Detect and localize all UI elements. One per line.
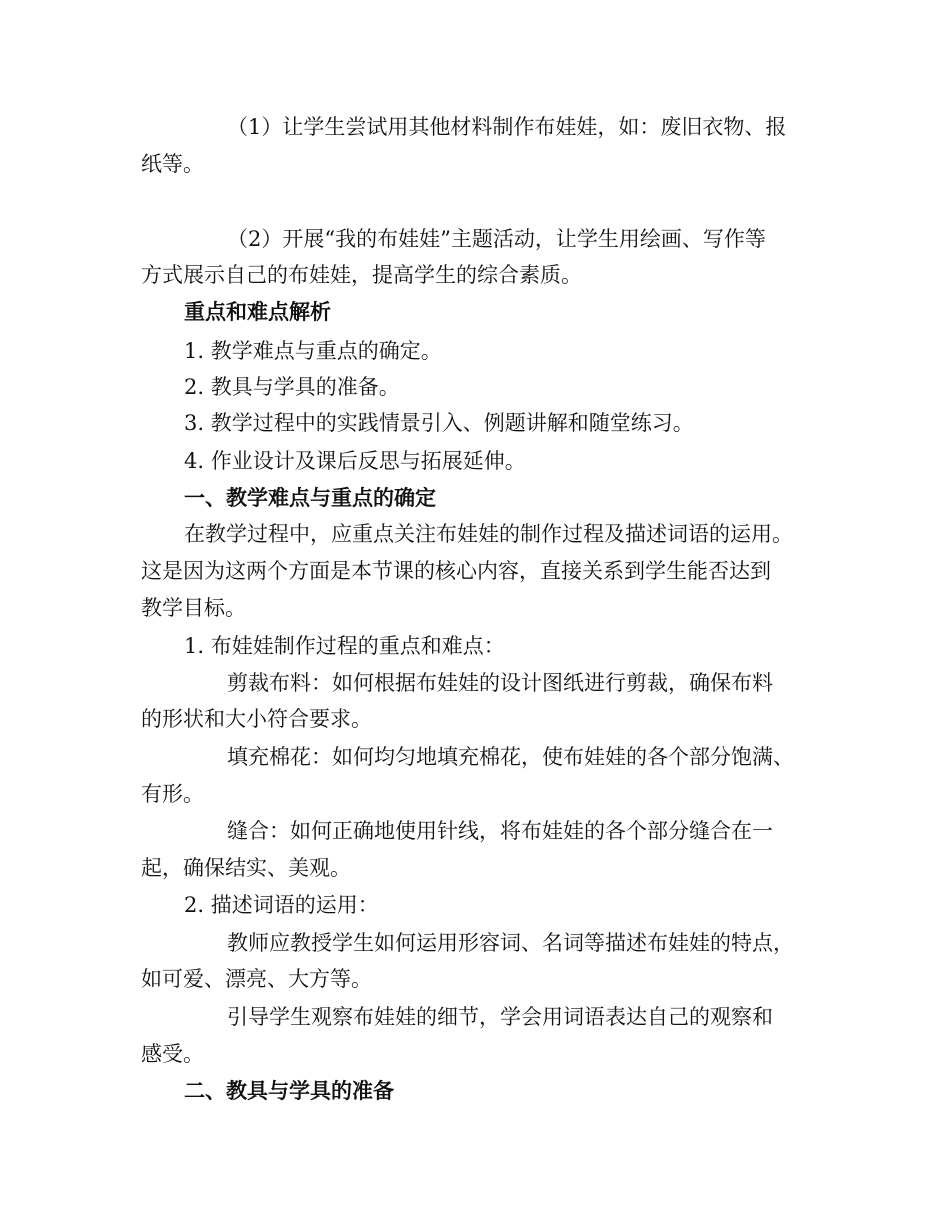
key-points-heading: 重点和难点解析: [184, 299, 331, 324]
subsection-2-heading: 2. 描述词语的运用：: [184, 893, 379, 917]
section-1-paragraph-line-3: 教学目标。: [141, 596, 246, 620]
cutting-line-1: 剪裁布料：如何根据布娃娃的设计图纸进行剪裁，确保布料: [227, 671, 773, 695]
section-1-heading: 一、教学难点与重点的确定: [184, 485, 436, 510]
activity-1-line-2: 纸等。: [141, 152, 204, 176]
guiding-line-1: 引导学生观察布娃娃的细节，学会用词语表达自己的观察和: [227, 1005, 773, 1029]
list-item-2: 2. 教具与学具的准备。: [184, 375, 400, 399]
activity-2-line-1: （2）开展“我的布娃娃”主题活动，让学生用绘画、写作等: [227, 227, 766, 251]
section-1-paragraph-line-2: 这是因为这两个方面是本节课的核心内容，直接关系到学生能否达到: [141, 559, 771, 583]
sewing-line-2: 起，确保结实、美观。: [141, 856, 351, 880]
filling-line-2: 有形。: [141, 782, 204, 806]
activity-2-line-2: 方式展示自己的布娃娃，提高学生的综合素质。: [141, 263, 582, 287]
list-item-4: 4. 作业设计及课后反思与拓展延伸。: [184, 449, 526, 473]
section-1-paragraph-line-1: 在教学过程中，应重点关注布娃娃的制作过程及描述词语的运用。: [184, 522, 793, 546]
subsection-1-heading: 1. 布娃娃制作过程的重点和难点：: [184, 634, 505, 658]
teaching-line-2: 如可爱、漂亮、大方等。: [141, 967, 372, 991]
cutting-line-2: 的形状和大小符合要求。: [141, 707, 372, 731]
teaching-line-1: 教师应教授学生如何运用形容词、名词等描述布娃娃的特点，: [227, 931, 794, 955]
sewing-line-1: 缝合：如何正确地使用针线，将布娃娃的各个部分缝合在一: [227, 819, 773, 843]
guiding-line-2: 感受。: [141, 1042, 204, 1066]
list-item-3: 3. 教学过程中的实践情景引入、例题讲解和随堂练习。: [184, 411, 694, 435]
activity-1-line-1: （1）让学生尝试用其他材料制作布娃娃，如：废旧衣物、报: [227, 115, 787, 139]
list-item-1: 1. 教学难点与重点的确定。: [184, 339, 442, 363]
section-2-heading: 二、教具与学具的准备: [184, 1078, 394, 1103]
filling-line-1: 填充棉花：如何均匀地填充棉花，使布娃娃的各个部分饱满、: [227, 745, 794, 769]
